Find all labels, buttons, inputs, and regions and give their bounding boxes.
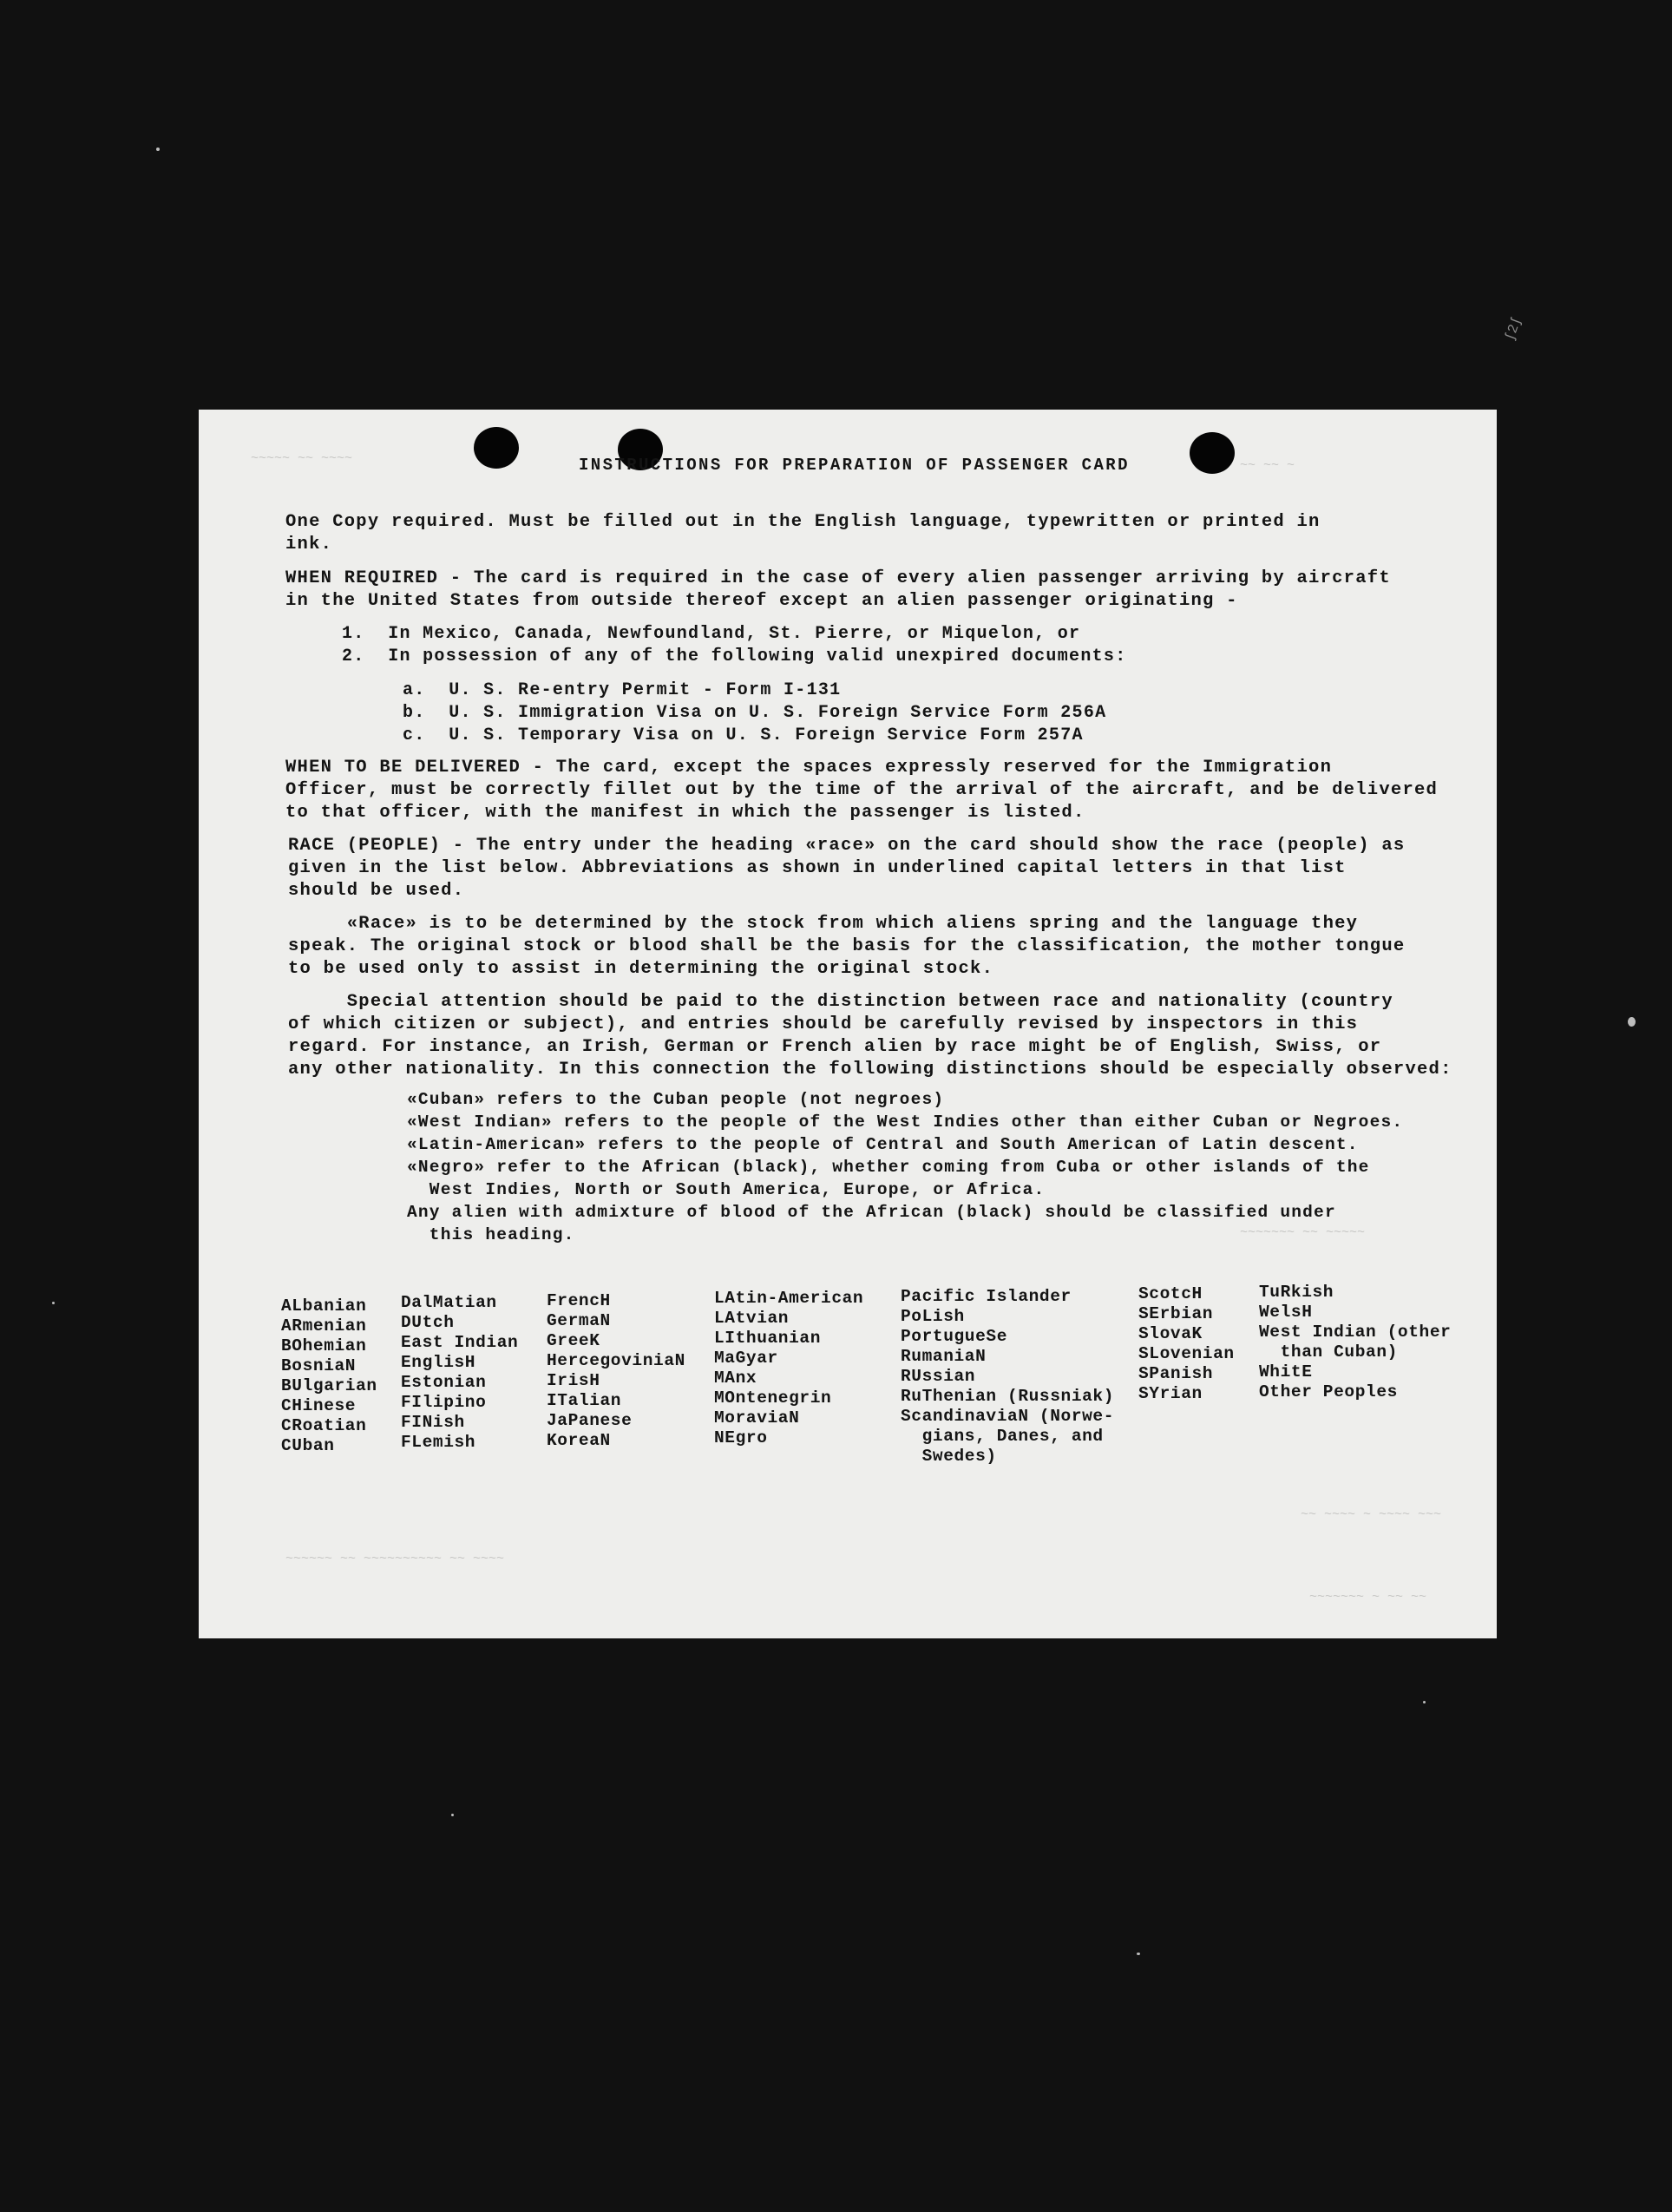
race-entry: LAtin-American <box>714 1289 864 1308</box>
race-list-column-5 <box>901 1287 1114 1467</box>
race-entry: SYrian <box>1138 1384 1203 1403</box>
text-line: given in the list below. Abbreviations as shown in underlined capital letters in that list <box>288 858 1347 878</box>
text-line: «Race» is to be determined by the stock from which aliens spring and the language they <box>288 914 1359 934</box>
race-entry: FIlipino <box>401 1393 487 1412</box>
list-item: «West Indian» refers to the people of the West Indies other than either Cuban or Negroes. <box>407 1113 1404 1132</box>
race-list-column-4 <box>714 1289 863 1448</box>
race-entry: SlovaK <box>1138 1324 1203 1343</box>
race-entry: CRoatian <box>281 1416 367 1435</box>
text-line: to be used only to assist in determining the original stock. <box>288 959 994 979</box>
race-entry: HercegoviniaN <box>547 1351 685 1370</box>
bleed-through-text: ~~~~~~~ ~ ~~ ~~ <box>1309 1590 1427 1605</box>
race-entry: ScandinaviaN (Norwe- <box>901 1407 1115 1426</box>
race-entry: MaGyar <box>714 1349 778 1368</box>
race-people-paragraph <box>288 835 1405 903</box>
list-item: b. U. S. Immigration Visa on U. S. Foreign Service Form 256A <box>403 703 1107 723</box>
race-entry: GreeK <box>547 1331 600 1350</box>
when-required-paragraph <box>285 568 1391 613</box>
race-entry: Swedes) <box>901 1447 997 1466</box>
punch-hole <box>1190 432 1235 474</box>
race-entry: EnglisH <box>401 1353 476 1372</box>
documents-list <box>403 679 1106 747</box>
origin-conditions-list <box>342 623 1127 668</box>
text-line: ink. <box>285 535 333 555</box>
race-entry: DUtch <box>401 1313 455 1332</box>
race-entry: FLemish <box>401 1433 476 1452</box>
race-entry: BOhemian <box>281 1336 367 1355</box>
text-line: Special attention should be paid to the distinction between race and nationality (country <box>288 992 1393 1012</box>
distinctions-list <box>407 1088 1403 1246</box>
list-item: 1. In Mexico, Canada, Newfoundland, St. Pierre, or Miquelon, or <box>342 624 1081 644</box>
race-stock-paragraph <box>288 913 1405 981</box>
text-line: RACE (PEOPLE) - The entry under the heading «race» on the card should show the race (people) as <box>288 836 1406 856</box>
race-entry: DalMatian <box>401 1293 497 1312</box>
race-entry: NEgro <box>714 1428 768 1447</box>
list-item: this heading. <box>407 1225 575 1244</box>
race-entry: MAnx <box>714 1369 757 1388</box>
list-item: c. U. S. Temporary Visa on U. S. Foreign Service Form 257A <box>403 725 1084 745</box>
list-item: «Cuban» refers to the Cuban people (not negroes) <box>407 1090 945 1109</box>
text-line: WHEN REQUIRED - The card is required in the case of every alien passenger arriving by aircraft <box>285 568 1391 588</box>
text-line: Officer, must be correctly fillet out by the time of the arrival of the aircraft, and be delivered <box>285 780 1439 800</box>
race-entry: RumaniaN <box>901 1347 987 1366</box>
race-entry: than Cuban) <box>1259 1342 1398 1362</box>
race-entry: BosniaN <box>281 1356 357 1375</box>
race-entry: Other Peoples <box>1259 1382 1398 1401</box>
race-entry: WhitE <box>1259 1362 1313 1382</box>
text-line: any other nationality. In this connection the following distinctions should be especially observed: <box>288 1060 1452 1080</box>
list-item: Any alien with admixture of blood of the African (black) should be classified under <box>407 1203 1336 1222</box>
race-entry: SErbian <box>1138 1304 1214 1323</box>
race-entry: JaPanese <box>547 1411 633 1430</box>
bleed-through-text: ~~ ~~ ~ <box>1240 458 1295 473</box>
race-entry: West Indian (other <box>1259 1323 1452 1342</box>
race-entry: IrisH <box>547 1371 600 1390</box>
race-entry: ALbanian <box>281 1296 367 1316</box>
text-line: speak. The original stock or blood shall be the basis for the classification, the mother tongue <box>288 936 1406 956</box>
race-entry: WelsH <box>1259 1303 1313 1322</box>
race-entry: CHinese <box>281 1396 357 1415</box>
text-line: of which citizen or subject), and entries should be carefully revised by inspectors in this <box>288 1014 1359 1034</box>
text-line: should be used. <box>288 881 465 901</box>
text-line: to that officer, with the manifest in which the passenger is listed. <box>285 803 1085 823</box>
passenger-card-instructions-sheet <box>199 410 1497 1638</box>
bleed-through-text: ~~~~~~ ~~ ~~~~~~~~~~ ~~ ~~~~ <box>285 1552 505 1566</box>
punch-hole <box>474 427 519 469</box>
race-entry: KoreaN <box>547 1431 611 1450</box>
race-entry: Pacific Islander <box>901 1287 1072 1306</box>
race-entry: RuThenian (Russniak) <box>901 1387 1115 1406</box>
race-list-column-6 <box>1138 1284 1235 1404</box>
race-entry: MoraviaN <box>714 1408 800 1428</box>
list-item: «Latin-American» refers to the people of Central and South American of Latin descent. <box>407 1135 1359 1154</box>
scan-background: ʃ2ʃ <box>0 0 1672 2212</box>
race-entry: SPanish <box>1138 1364 1214 1383</box>
race-entry: gians, Danes, and <box>901 1427 1104 1446</box>
race-entry: Estonian <box>401 1373 487 1392</box>
race-entry: FrencH <box>547 1291 611 1310</box>
text-line: regard. For instance, an Irish, German or French alien by race might be of English, Swiss, or <box>288 1037 1382 1057</box>
bleed-through-text: ~~~~~~~ ~~ ~~~~~ <box>1240 1225 1366 1240</box>
race-entry: PoLish <box>901 1307 965 1326</box>
race-entry: SLovenian <box>1138 1344 1235 1363</box>
race-list-column-2 <box>401 1293 518 1453</box>
race-entry: RUssian <box>901 1367 976 1386</box>
text-line: One Copy required. Must be filled out in the English language, typewritten or printed in <box>285 512 1321 532</box>
race-entry: LIthuanian <box>714 1329 822 1348</box>
race-list-column-3 <box>547 1291 685 1451</box>
bleed-through-text: ~~~~~ ~~ ~~~~ <box>251 451 353 466</box>
race-list-column-7 <box>1259 1283 1451 1402</box>
list-item: 2. In possession of any of the following valid unexpired documents: <box>342 647 1127 666</box>
list-item: a. U. S. Re-entry Permit - Form I-131 <box>403 680 842 700</box>
list-item: West Indies, North or South America, Europe, or Africa. <box>407 1180 1046 1199</box>
race-entry: BUlgarian <box>281 1376 377 1395</box>
list-item: «Negro» refer to the African (black), whether coming from Cuba or other islands of the <box>407 1158 1370 1177</box>
race-list-column-1 <box>281 1296 377 1456</box>
race-entry: GermaN <box>547 1311 611 1330</box>
text-line: WHEN TO BE DELIVERED - The card, except the spaces expressly reserved for the Immigration <box>285 758 1333 778</box>
race-entry: LAtvian <box>714 1309 790 1328</box>
race-entry: CUban <box>281 1436 335 1455</box>
when-delivered-paragraph <box>285 757 1438 824</box>
race-entry: ARmenian <box>281 1316 367 1336</box>
intro-paragraph <box>285 511 1321 556</box>
race-entry: FINish <box>401 1413 465 1432</box>
race-entry: PortugueSe <box>901 1327 1008 1346</box>
race-entry: TuRkish <box>1259 1283 1334 1302</box>
race-entry: ScotcH <box>1138 1284 1203 1303</box>
race-entry: East Indian <box>401 1333 519 1352</box>
document-title: INSTRUCTIONS FOR PREPARATION OF PASSENGER CARD <box>579 456 1130 475</box>
special-attention-paragraph <box>288 991 1452 1081</box>
bleed-through-text: ~~ ~~~~ ~ ~~~~ ~~~ <box>1301 1507 1442 1522</box>
text-line: in the United States from outside thereof except an alien passenger originating - <box>285 591 1238 611</box>
race-entry: ITalian <box>547 1391 622 1410</box>
race-entry: MOntenegrin <box>714 1388 832 1408</box>
